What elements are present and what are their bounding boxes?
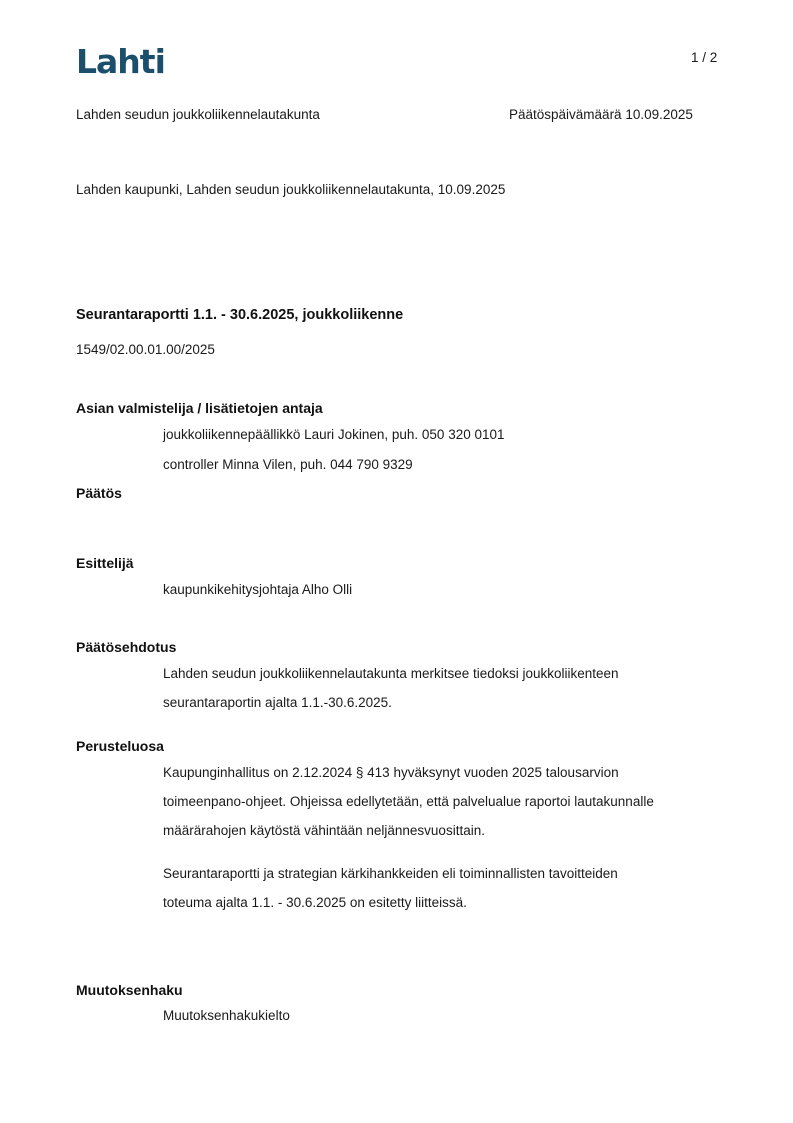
rationale-line: toimeenpano-ohjeet. Ohjeissa edellytetään, että palvelualue raportoi lautakunnalle <box>163 794 654 809</box>
proposal-line: seurantaraportin ajalta 1.1.-30.6.2025. <box>163 695 392 710</box>
presenter-line: kaupunkikehitysjohtaja Alho Olli <box>163 582 353 597</box>
presenter-heading: Esittelijä <box>76 555 134 571</box>
preparer-line: joukkoliikennepäällikkö Lauri Jokinen, puh. 050 320 0101 <box>163 427 505 442</box>
meeting-line: Lahden kaupunki, Lahden seudun joukkoliikennelautakunta, 10.09.2025 <box>76 182 506 197</box>
organization-name: Lahden seudun joukkoliikennelautakunta <box>76 107 320 122</box>
case-number: 1549/02.00.01.00/2025 <box>76 342 215 357</box>
document-title: Seurantaraportti 1.1. - 30.6.2025, joukkoliikenne <box>76 307 404 323</box>
proposal-line: Lahden seudun joukkoliikennelautakunta merkitsee tiedoksi joukkoliikenteen <box>163 666 619 681</box>
decision-date: Päätöspäivämäärä 10.09.2025 <box>509 107 693 122</box>
proposal-heading: Päätösehdotus <box>76 639 177 655</box>
lahti-logo: Lahti <box>76 42 165 81</box>
page-number: 1 / 2 <box>691 50 718 65</box>
rationale-line: Seurantaraportti ja strategian kärkihankkeiden eli toiminnallisten tavoitteiden <box>163 866 618 881</box>
preparer-line: controller Minna Vilen, puh. 044 790 9329 <box>163 457 413 472</box>
rationale-line: toteuma ajalta 1.1. - 30.6.2025 on esitetty liitteissä. <box>163 895 467 910</box>
preparer-heading: Asian valmistelija / lisätietojen antaja <box>76 400 323 416</box>
decision-heading: Päätös <box>76 485 122 501</box>
rationale-heading: Perusteluosa <box>76 738 164 754</box>
rationale-line: Kaupunginhallitus on 2.12.2024 § 413 hyväksynyt vuoden 2025 talousarvion <box>163 765 619 780</box>
rationale-line: määrärahojen käytöstä vähintään neljännesvuosittain. <box>163 823 485 838</box>
appeal-heading: Muutoksenhaku <box>76 982 183 998</box>
appeal-line: Muutoksenhakukielto <box>163 1008 290 1023</box>
